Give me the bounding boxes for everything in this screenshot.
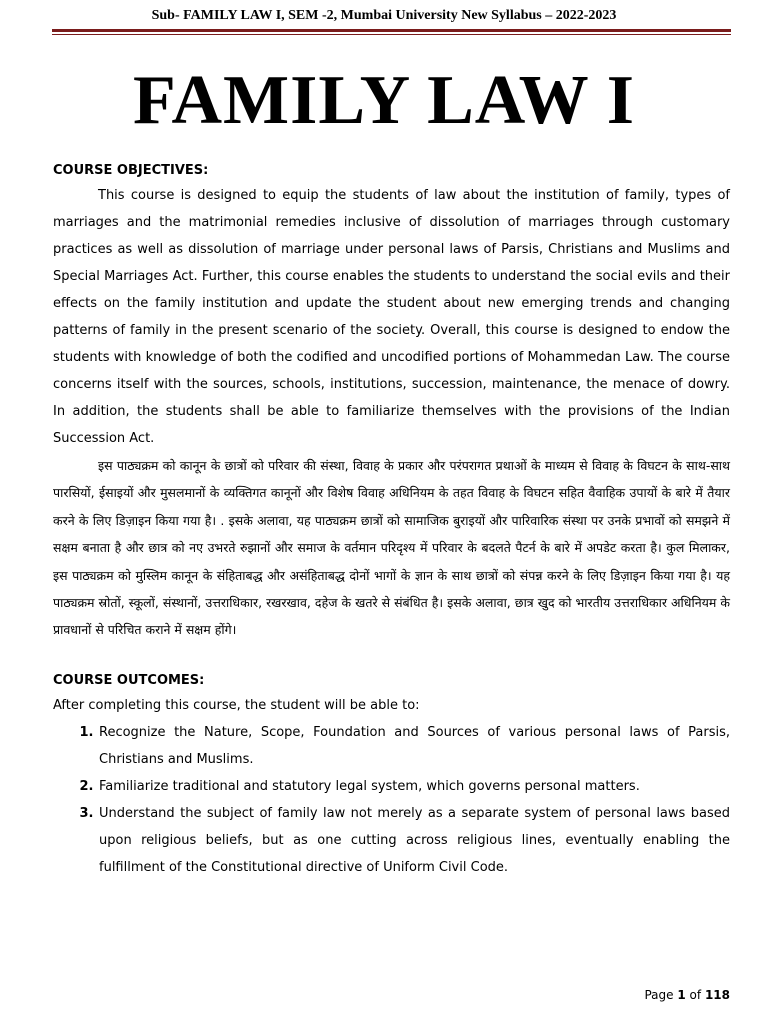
page-footer [644,988,730,1002]
outcomes-heading: COURSE OUTCOMES: [53,672,205,688]
header-rule-thin [52,34,731,35]
objectives-hindi-paragraph: इस पाठ्यक्रम को कानून के छात्रों को परिवार की संस्था, विवाह के प्रकार और परंपरागत प्रथाओं के माध्यम से विवाह के विघटन के साथ-साथ पारसियों, ईसाइयों और मुसलमानों के व्यक्तिगत कानूनों और विशेष विवाह अधिनियम के तहत विवाह के विघटन सहित वैवाहिक उपायों के बारे में तैयार करने के लिए डिज़ाइन किया गया है। . इसके अलावा, यह पाठ्यक्रम छात्रों को सामाजिक बुराइयों और पारिवारिक संस्था पर उनके प्रभावों को समझने में सक्षम बनाता है और छात्र को नए उभरते रुझानों और समाज के वर्तमान परिदृश्य में परिवार के बदलते पैटर्न के बारे में अपडेट करता है। कुल मिलाकर, इस पाठ्यक्रम को मुस्लिम कानून के संहिताबद्ध और असंहिताबद्ध दोनों भागों के ज्ञान के साथ छात्रों को संपन्न करने के लिए डिज़ाइन किया गया है। यह पाठ्यक्रम स्रोतों, स्कूलों, संस्थानों, उत्तराधिकार, रखरखाव, दहेज के खतरे से संबंधित है। इसके अलावा, छात्र खुद को भारतीय उत्तराधिकार अधिनियम के प्रावधानों से परिचित कराने में सक्षम होंगे। [53,458,730,638]
document-title: FAMILY LAW I [132,62,636,139]
page-label: Page [644,988,674,1002]
running-header: Sub- FAMILY LAW I, SEM -2, Mumbai University New Syllabus – 2022-2023 [151,8,617,23]
outcome-item: 3. Understand the subject of family law not merely as a separate system of personal laws based upon religious beliefs, but as one cutting across religious lines, eventually enabling the fulfillment of the Constitutional directive of Uniform Civil Code. [98,800,730,881]
total-pages: 118 [704,988,730,1002]
outcomes-intro: After completing this course, the student will be able to: [53,697,420,713]
page-number: 1 [677,988,686,1002]
objectives-english-paragraph: This course is designed to equip the students of law about the institution of family, types of marriages and the matrimonial remedies inclusive of dissolution of marriages through customary practices as well as dissolution of marriage under personal laws of Parsis, Christians and Muslims and Special Marriages Act. Further, this course enables the students to understand the social evils and their effects on the family institution and update the student about new emerging trends and changing patterns of family in the present scenario of the society. Overall, this course is designed to endow the students with knowledge of both the codified and uncodified portions of Mohammedan Law. The course concerns itself with the sources, schools, institutions, succession, maintenance, the menace of dowry. In addition, the students shall be able to familiarize themselves with the provisions of the Indian Succession Act. [53,188,730,446]
page-content [53,160,730,881]
section-gap [53,644,730,670]
outcomes-list [53,719,730,881]
of-label: of [689,988,702,1002]
objectives-heading: COURSE OBJECTIVES: [53,163,209,178]
outcome-item: 1. Recognize the Nature, Scope, Foundation and Sources of various personal laws of Parsis, Christians and Muslims. [98,719,730,773]
header-rule-thick [52,29,731,32]
outcome-item: 2. Familiarize traditional and statutory legal system, which governs personal matters. [98,773,730,800]
